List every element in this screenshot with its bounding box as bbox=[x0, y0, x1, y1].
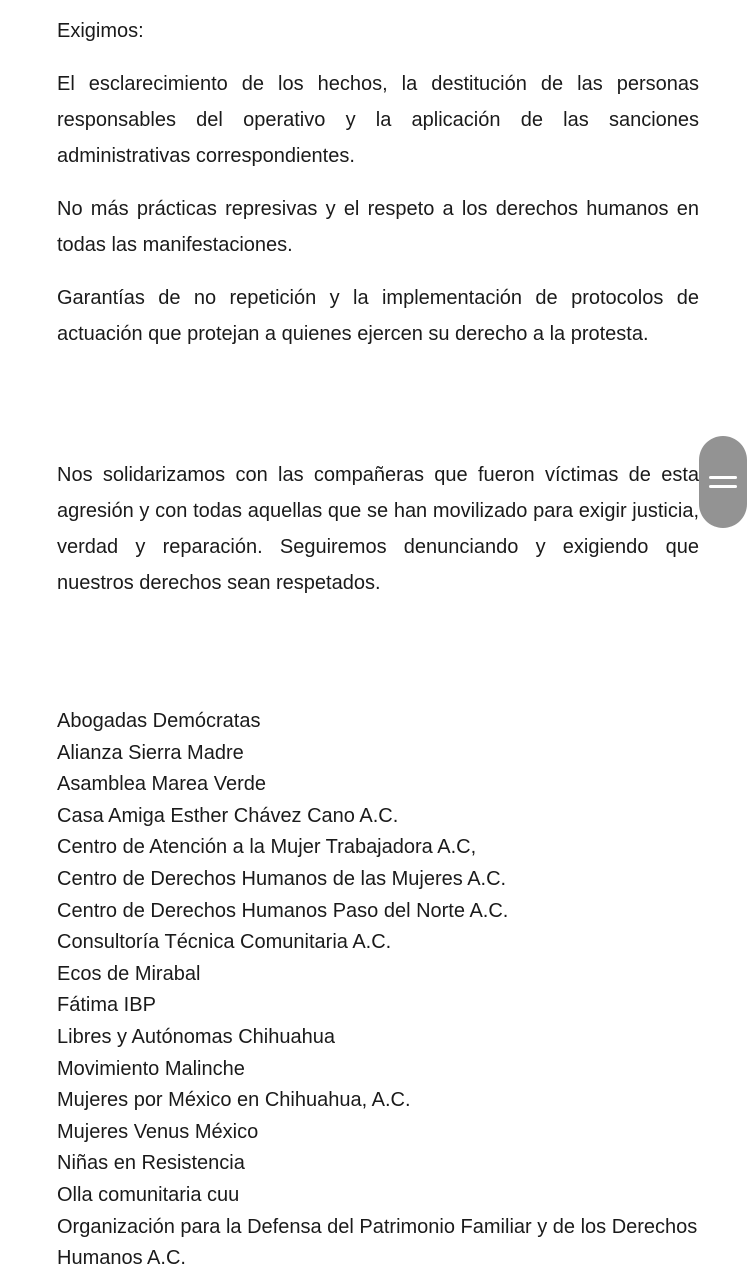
organization-item: Libres y Autónomas Chihuahua bbox=[57, 1025, 335, 1048]
paragraph-demand-2: No más prácticas represivas y el respeto a los derechos humanos en todas las manifestaciones. bbox=[57, 198, 699, 256]
organization-item: Centro de Derechos Humanos Paso del Norte A.C. bbox=[57, 899, 509, 922]
organization-item: Fátima IBP bbox=[57, 994, 156, 1017]
organization-item: Olla comunitaria cuu bbox=[57, 1183, 240, 1206]
organization-item: Niñas en Resistencia bbox=[57, 1152, 245, 1175]
grip-lines-icon bbox=[709, 476, 737, 479]
organization-item: Ecos de Mirabal bbox=[57, 962, 201, 985]
paragraph-solidarity: Nos solidarizamos con las compañeras que fueron víctimas de esta agresión y con todas aquellas que se han movilizado para exigir justicia, verdad y reparación. Seguiremos denunciando y exigiendo que nuestros derechos sean respetados. bbox=[57, 464, 699, 594]
grip-lines-icon bbox=[709, 485, 737, 488]
organization-item: Mujeres por México en Chihuahua, A.C. bbox=[57, 1089, 411, 1112]
organization-item: Movimiento Malinche bbox=[57, 1057, 245, 1080]
paragraph-demand-1: El esclarecimiento de los hechos, la destitución de las personas responsables del operativo y la aplicación de las sanciones administrativas correspondientes. bbox=[57, 73, 699, 167]
organization-item: Alianza Sierra Madre bbox=[57, 741, 244, 764]
organization-item: Mujeres Venus México bbox=[57, 1120, 259, 1143]
organization-item: Asamblea Marea Verde bbox=[57, 773, 267, 796]
paragraph-demand-3: Garantías de no repetición y la implementación de protocolos de actuación que protejan a quienes ejercen su derecho a la protesta. bbox=[57, 287, 699, 345]
organizations-list bbox=[57, 706, 699, 1275]
fast-scroll-handle[interactable] bbox=[699, 436, 747, 528]
organization-item: Centro de Derechos Humanos de las Mujeres A.C. bbox=[57, 867, 507, 890]
organization-item: Consultoría Técnica Comunitaria A.C. bbox=[57, 931, 392, 954]
organization-item: Organización para la Defensa del Patrimonio Familiar y de los Derechos Humanos A.C. bbox=[57, 1215, 698, 1270]
organization-item: Abogadas Demócratas bbox=[57, 710, 261, 732]
organization-item: Casa Amiga Esther Chávez Cano A.C. bbox=[57, 804, 399, 827]
organization-item: Centro de Atención a la Mujer Trabajadora A.C, bbox=[57, 836, 477, 859]
heading-exigimos: Exigimos: bbox=[57, 20, 144, 42]
